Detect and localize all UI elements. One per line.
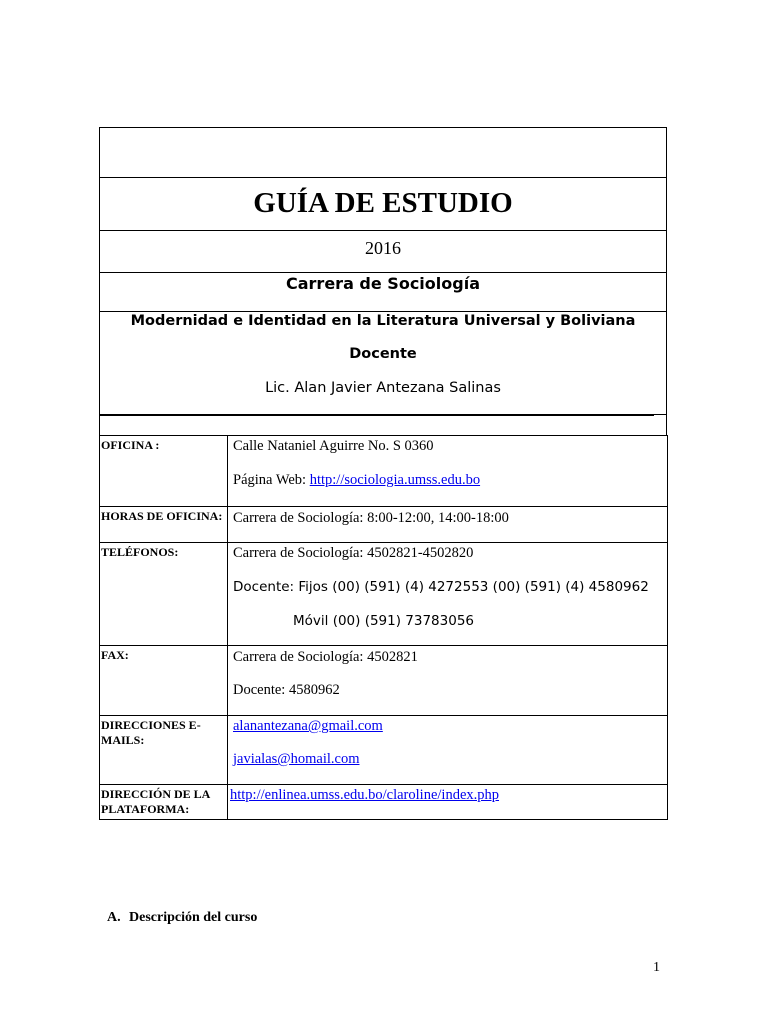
oficina-value xyxy=(228,436,668,507)
telefonos-carrera: Carrera de Sociología: 4502821-4502820 xyxy=(233,545,474,561)
career-name: Carrera de Sociología xyxy=(286,274,480,293)
header-year-row xyxy=(100,230,666,273)
header-career-row xyxy=(100,272,666,312)
page-number: 1 xyxy=(653,960,660,975)
plataforma-label: DIRECCIÓN DE LA PLATAFORMA: xyxy=(100,785,228,820)
docente-name: Lic. Alan Javier Antezana Salinas xyxy=(265,380,501,396)
web-link[interactable]: http://sociologia.umss.edu.bo xyxy=(309,472,481,488)
plataforma-link[interactable]: http://enlinea.umss.edu.bo/claroline/index.php xyxy=(230,787,500,803)
section-letter: A. xyxy=(107,910,121,925)
contact-info-table xyxy=(99,435,668,820)
horas-text: Carrera de Sociología: 8:00-12:00, 14:00-18:00 xyxy=(233,510,509,526)
telefonos-docente: Docente: Fijos (00) (591) (4) 4272553 (00) (591) (4) 4580962 xyxy=(233,579,649,595)
document-title: GUÍA DE ESTUDIO xyxy=(253,187,513,219)
table-row xyxy=(100,436,668,507)
emails-value xyxy=(228,716,668,785)
web-line xyxy=(233,470,663,490)
horas-label: HORAS DE OFICINA: xyxy=(100,507,228,543)
section-title: Descripción del curso xyxy=(129,910,258,925)
docente-label: Docente xyxy=(349,346,417,362)
header-spacer-row xyxy=(99,414,667,436)
header-title-row xyxy=(100,177,666,231)
header-box xyxy=(99,127,667,415)
header-empty-row xyxy=(100,128,666,178)
table-row xyxy=(100,507,668,543)
fax-value xyxy=(228,646,668,716)
course-name: Modernidad e Identidad en la Literatura Universal y Boliviana xyxy=(130,313,636,329)
header-course-row xyxy=(100,311,666,416)
oficina-label: OFICINA : xyxy=(100,436,228,507)
email-link-2[interactable]: javialas@homail.com xyxy=(233,751,360,767)
section-heading xyxy=(107,910,257,926)
telefonos-value xyxy=(228,543,668,646)
horas-value xyxy=(228,507,668,543)
divider xyxy=(100,415,654,416)
fax-docente: Docente: 4580962 xyxy=(233,682,340,698)
email-link-1[interactable]: alanantezana@gmail.com xyxy=(233,718,383,734)
table-row xyxy=(100,716,668,785)
telefonos-label: TELÉFONOS: xyxy=(100,543,228,646)
plataforma-value xyxy=(228,785,668,820)
document-year: 2016 xyxy=(365,238,401,258)
fax-label: FAX: xyxy=(100,646,228,716)
emails-label: DIRECCIONES E-MAILS: xyxy=(100,716,228,785)
fax-carrera: Carrera de Sociología: 4502821 xyxy=(233,649,418,665)
table-row xyxy=(100,646,668,716)
table-row xyxy=(100,785,668,820)
telefonos-movil: Móvil (00) (591) 73783056 xyxy=(293,613,474,629)
web-prefix: Página Web: xyxy=(233,472,310,488)
oficina-address: Calle Nataniel Aguirre No. S 0360 xyxy=(233,438,434,454)
table-row xyxy=(100,543,668,646)
